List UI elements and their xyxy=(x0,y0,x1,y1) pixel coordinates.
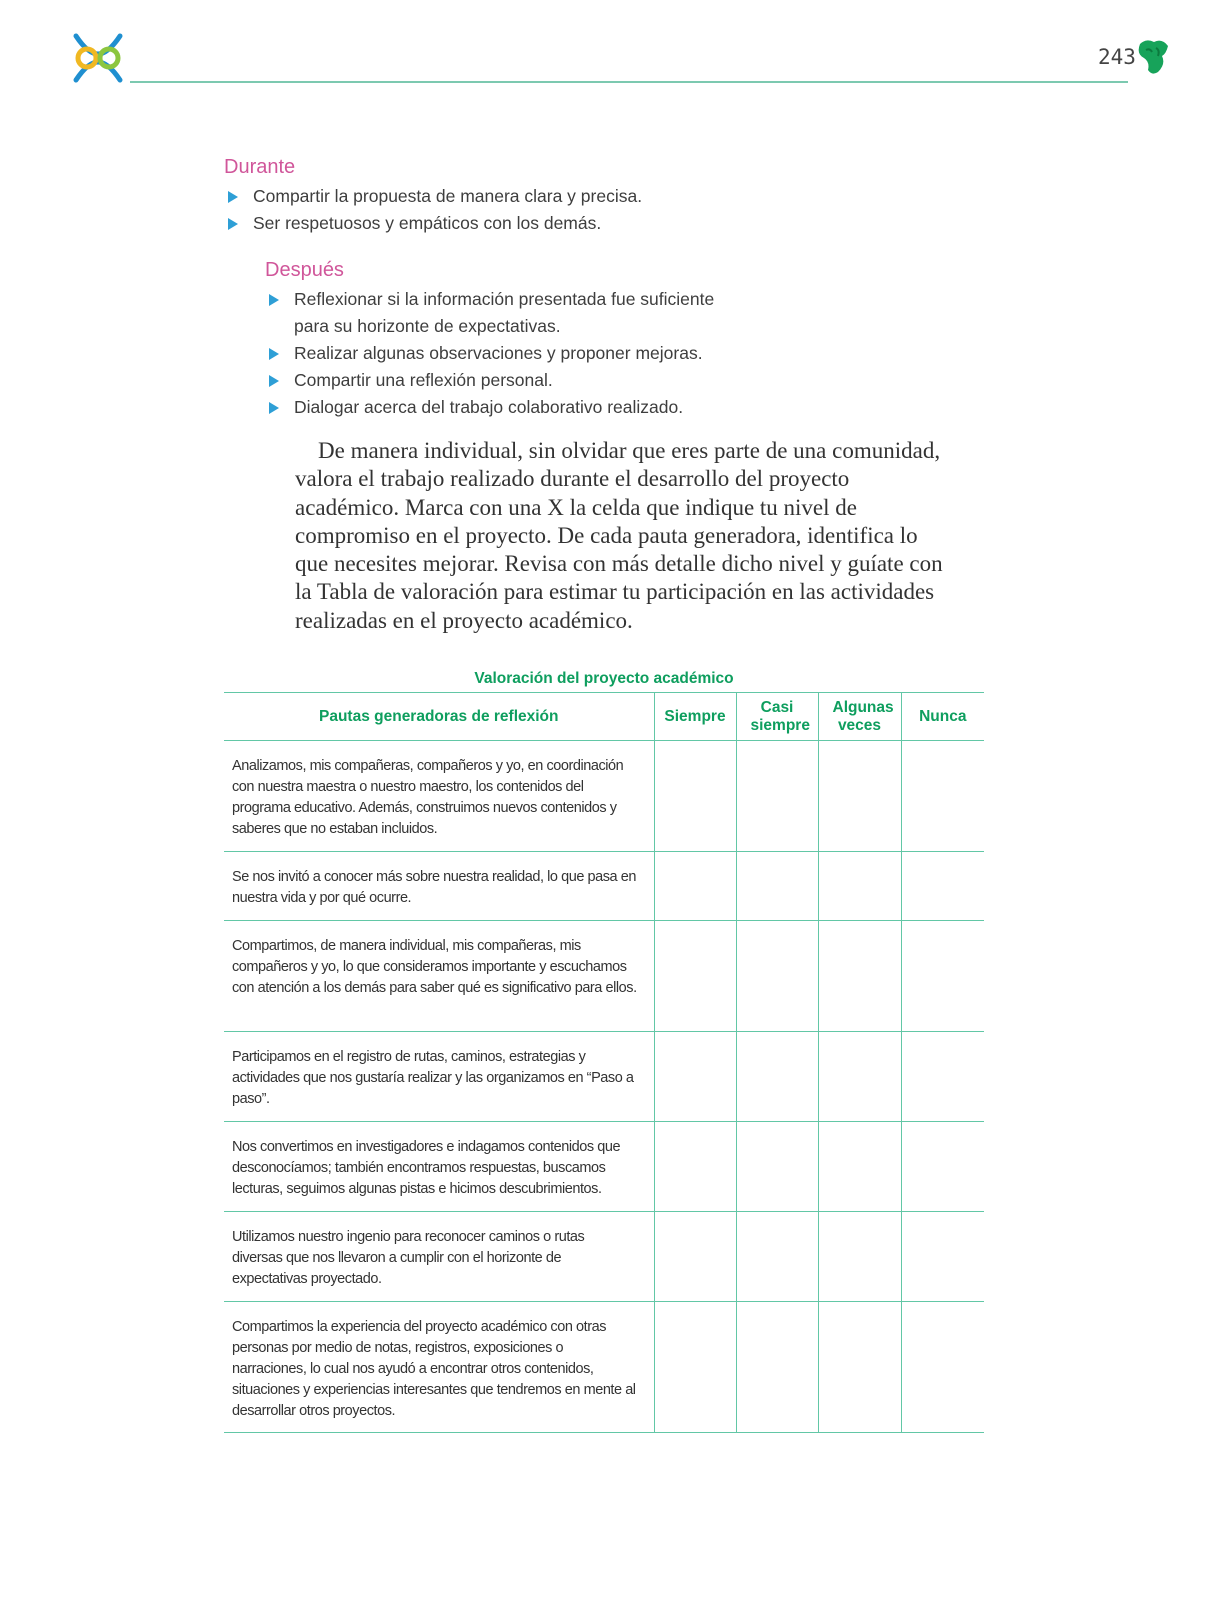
mark-cell-algunas-veces[interactable] xyxy=(818,852,901,921)
mark-cell-algunas-veces[interactable] xyxy=(818,921,901,1032)
table-row xyxy=(224,1302,984,1433)
mark-cell-casi-siempre[interactable] xyxy=(736,741,818,852)
list-item: Ser respetuosos y empáticos con los demás. xyxy=(224,210,824,237)
table-row xyxy=(224,852,984,921)
mark-cell-algunas-veces[interactable] xyxy=(818,741,901,852)
mark-cell-siempre[interactable] xyxy=(654,1302,736,1433)
section-heading-despues: Después xyxy=(265,259,344,281)
mark-cell-casi-siempre[interactable] xyxy=(736,1122,818,1212)
header-rule xyxy=(130,81,1128,83)
mark-cell-siempre[interactable] xyxy=(654,1032,736,1122)
mark-cell-nunca[interactable] xyxy=(901,741,984,852)
list-item: Compartir la propuesta de manera clara y precisa. xyxy=(224,183,824,210)
column-header-criteria: Pautas generadoras de reflexión xyxy=(224,693,654,741)
mark-cell-algunas-veces[interactable] xyxy=(818,1122,901,1212)
mark-cell-casi-siempre[interactable] xyxy=(736,921,818,1032)
mark-cell-nunca[interactable] xyxy=(901,1212,984,1302)
criterion-cell: Compartimos, de manera individual, mis compañeras, mis compañeros y yo, lo que consideramos importante y escuchamos con atención a los demás para saber qué es significativo para ellos. xyxy=(224,921,654,1032)
assessment-table xyxy=(224,692,984,1433)
criterion-cell: Se nos invitó a conocer más sobre nuestra realidad, lo que pasa en nuestra vida y por qué ocurre. xyxy=(224,852,654,921)
table-row xyxy=(224,921,984,1032)
table-row xyxy=(224,1032,984,1122)
mark-cell-siempre[interactable] xyxy=(654,1122,736,1212)
mark-cell-siempre[interactable] xyxy=(654,921,736,1032)
table-caption: Valoración del proyecto académico xyxy=(474,670,734,687)
mark-cell-algunas-veces[interactable] xyxy=(818,1302,901,1433)
bullet-arrow-icon xyxy=(228,218,238,230)
mark-cell-nunca[interactable] xyxy=(901,1122,984,1212)
interlocking-rings-logo xyxy=(70,32,126,84)
mark-cell-algunas-veces[interactable] xyxy=(818,1212,901,1302)
list-item: Reflexionar si la información presentada fue suficiente para su horizonte de expectativas. xyxy=(265,286,725,340)
table-header-row xyxy=(224,693,984,741)
list-item: Realizar algunas observaciones y proponer mejoras. xyxy=(265,340,725,367)
mark-cell-casi-siempre[interactable] xyxy=(736,1212,818,1302)
mark-cell-siempre[interactable] xyxy=(654,741,736,852)
mark-cell-siempre[interactable] xyxy=(654,1212,736,1302)
mark-cell-algunas-veces[interactable] xyxy=(818,1032,901,1122)
durante-list xyxy=(224,183,824,237)
list-item: Dialogar acerca del trabajo colaborativo realizado. xyxy=(265,394,725,421)
mark-cell-nunca[interactable] xyxy=(901,1032,984,1122)
bullet-arrow-icon xyxy=(269,375,279,387)
green-blob-icon xyxy=(1136,38,1170,76)
table-row xyxy=(224,741,984,852)
section-heading-durante: Durante xyxy=(224,156,296,178)
mark-cell-siempre[interactable] xyxy=(654,852,736,921)
despues-list xyxy=(265,286,725,421)
mark-cell-nunca[interactable] xyxy=(901,1302,984,1433)
list-item: Compartir una reflexión personal. xyxy=(265,367,725,394)
criterion-cell: Compartimos la experiencia del proyecto académico con otras personas por medio de notas, registros, exposiciones o narraciones, lo cual nos ayudó a encontrar otros contenidos, situaciones y experiencias interesantes que tendremos en mente al desarrollar otros proyectos. xyxy=(224,1302,654,1433)
mark-cell-casi-siempre[interactable] xyxy=(736,852,818,921)
table-row xyxy=(224,1122,984,1212)
instructions-paragraph: De manera individual, sin olvidar que eres parte de una comunidad, valora el trabajo realizado durante el desarrollo del proyecto académico. Marca con una X la celda que indique tu nivel de compromiso en el proyecto. De cada pauta generadora, identifica lo que necesites mejorar. Revisa con más detalle dicho nivel y guíate con la Tabla de valoración para estimar tu participación en las actividades realizadas en el proyecto académico. xyxy=(295,438,943,633)
bullet-arrow-icon xyxy=(269,348,279,360)
criterion-cell: Analizamos, mis compañeras, compañeros y yo, en coordinación con nuestra maestra o nuestro maestro, los contenidos del programa educativo. Además, construimos nuevos contenidos y saberes que no estaban incluidos. xyxy=(224,741,654,852)
bullet-arrow-icon xyxy=(228,191,238,203)
mark-cell-casi-siempre[interactable] xyxy=(736,1302,818,1433)
mark-cell-nunca[interactable] xyxy=(901,852,984,921)
criterion-cell: Utilizamos nuestro ingenio para reconocer caminos o rutas diversas que nos llevaron a cumplir con el horizonte de expectativas proyectado. xyxy=(224,1212,654,1302)
column-header-casi-siempre: Casi siempre xyxy=(736,693,818,741)
table-row xyxy=(224,1212,984,1302)
bullet-arrow-icon xyxy=(269,294,279,306)
bullet-arrow-icon xyxy=(269,402,279,414)
mark-cell-nunca[interactable] xyxy=(901,921,984,1032)
mark-cell-casi-siempre[interactable] xyxy=(736,1032,818,1122)
column-header-nunca: Nunca xyxy=(901,693,984,741)
column-header-algunas-veces: Algunas veces xyxy=(818,693,901,741)
column-header-siempre: Siempre xyxy=(654,693,736,741)
criterion-cell: Participamos en el registro de rutas, caminos, estrategias y actividades que nos gustaría realizar y las organizamos en “Paso a paso”. xyxy=(224,1032,654,1122)
page-number: 243 xyxy=(1098,45,1136,69)
criterion-cell: Nos convertimos en investigadores e indagamos contenidos que desconocíamos; también encontramos respuestas, buscamos lecturas, seguimos algunas pistas e hicimos descubrimientos. xyxy=(224,1122,654,1212)
